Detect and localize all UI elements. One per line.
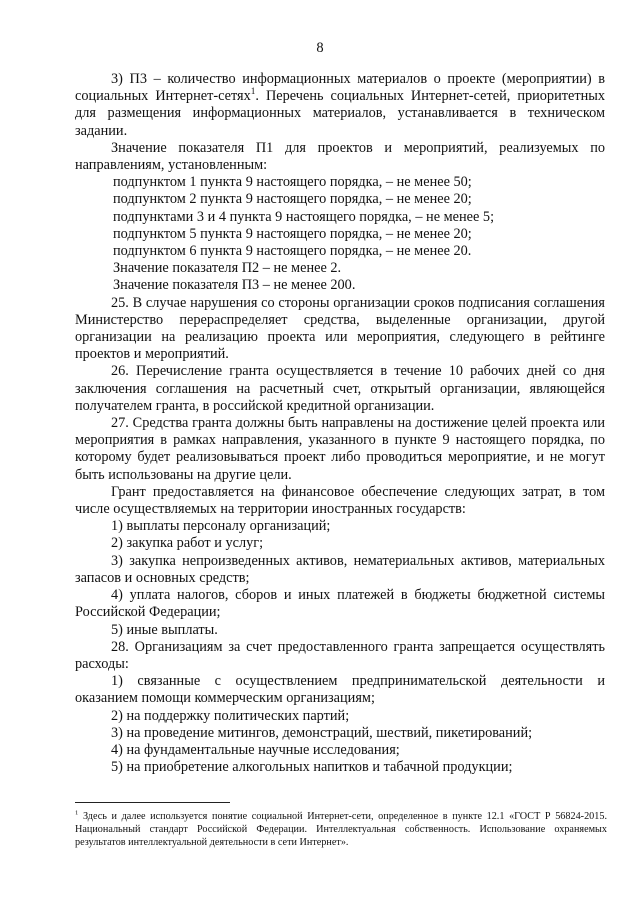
paragraph-text: 28. Организациям за счет предоставленного гранта запрещается осуществлять расходы: <box>75 638 605 672</box>
footnote-separator <box>75 802 230 803</box>
paragraph-text: 2) на поддержку политических партий; <box>111 707 350 724</box>
paragraph <box>75 295 605 364</box>
footnote-mark: 1 <box>75 809 79 817</box>
paragraph-text: подпунктом 6 пункта 9 настоящего порядка, – не менее 20. <box>113 243 472 260</box>
paragraph-text: 4) на фундаментальные научные исследования; <box>111 741 400 758</box>
paragraph-text: 4) уплата налогов, сборов и иных платежей в бюджеты бюджетной системы Российской Федерации; <box>75 587 605 621</box>
paragraph <box>75 277 605 294</box>
paragraph-text: 3) закупка непроизведенных активов, нематериальных активов, материальных запасов и основных средств; <box>75 552 605 586</box>
paragraph-text: 3) П3 – количество информационных материалов о проекте (мероприятии) в социальных Интернет-сетях <box>75 71 605 105</box>
paragraph-text: Значение показателя П2 – не менее 2. <box>113 260 342 277</box>
paragraph-text: 5) иные выплаты. <box>111 621 218 638</box>
paragraph <box>75 759 605 776</box>
page-number: 8 <box>316 40 324 56</box>
paragraph <box>75 71 605 140</box>
footnote-reference: 1 <box>250 87 256 98</box>
paragraph-text: 2) закупка работ и услуг; <box>111 535 264 552</box>
paragraph <box>75 708 605 725</box>
paragraph <box>75 243 605 260</box>
document-body <box>75 71 605 776</box>
paragraph <box>75 174 605 191</box>
paragraph <box>75 639 605 673</box>
paragraph <box>75 622 605 639</box>
paragraph <box>75 260 605 277</box>
paragraph <box>75 415 605 484</box>
paragraph-text: 3) на проведение митингов, демонстраций, шествий, пикетирований; <box>111 724 533 741</box>
paragraph-text: 1) выплаты персоналу организаций; <box>111 518 331 535</box>
paragraph-text: подпунктом 1 пункта 9 настоящего порядка, – не менее 50; <box>113 174 472 191</box>
paragraph-text: Грант предоставляется на финансовое обеспечение следующих затрат, в том числе осуществляемых на территории иностранных государств: <box>75 483 605 518</box>
paragraph <box>75 535 605 552</box>
footnote <box>75 810 607 850</box>
paragraph <box>75 191 605 208</box>
paragraph-text: 5) на приобретение алкогольных напитков и табачной продукции; <box>111 759 513 776</box>
paragraph <box>75 553 605 587</box>
paragraph <box>75 725 605 742</box>
paragraph-text-continued: . Перечень социальных Интернет-сетей, приоритетных для размещения информационных материалов, устанавливается в техническом задании. <box>75 88 605 139</box>
paragraph <box>75 518 605 535</box>
paragraph-text: 26. Перечисление гранта осуществляется в течение 10 рабочих дней со дня заключения соглашения на расчетный счет, открытый организации, являющейся получателем гранта, в российской кредитной организации. <box>75 363 605 414</box>
paragraph <box>75 140 605 174</box>
paragraph <box>75 226 605 243</box>
paragraph-text: Значение показателя П1 для проектов и мероприятий, реализуемых по направлениям, установленным: <box>75 139 605 174</box>
paragraph-text: 1) связанные с осуществлением предпринимательской деятельности и оказанием помощи коммерческим организациям; <box>75 673 605 707</box>
paragraph-text: 25. В случае нарушения со стороны организации сроков подписания соглашения Министерство перераспределяет средства, выделенные организации, другой организации на реализацию проекта или мероприятия, следующего в рейтинге проектов и мероприятий. <box>75 294 605 363</box>
paragraph-text: 27. Средства гранта должны быть направлены на достижение целей проекта или мероприятия в рамках направления, указанного в пункте 9 настоящего порядка, по которому будет реализовываться проект либо проводиться мероприятие, и не могут быть использованы на другие цели. <box>75 415 605 483</box>
paragraph <box>75 742 605 759</box>
paragraph <box>75 587 605 621</box>
paragraph-text: подпунктами 3 и 4 пункта 9 настоящего порядка, – не менее 5; <box>113 208 495 225</box>
paragraph-text: подпунктом 2 пункта 9 настоящего порядка, – не менее 20; <box>113 191 472 208</box>
footnote-text: Здесь и далее используется понятие социальной Интернет-сети, определенное в пункте 12.1 «ГОСТ Р 56824-2015. Национальный стандарт Российской Федерации. Интеллектуальная собственность. Использование охраняемых результатов интеллектуальной деятельности в сети Интернет». <box>75 811 607 849</box>
paragraph <box>75 484 605 518</box>
paragraph <box>75 673 605 707</box>
paragraph-text: подпунктом 5 пункта 9 настоящего порядка, – не менее 20; <box>113 225 472 242</box>
paragraph-text: Значение показателя П3 – не менее 200. <box>113 277 356 294</box>
paragraph <box>75 363 605 415</box>
paragraph <box>75 209 605 226</box>
